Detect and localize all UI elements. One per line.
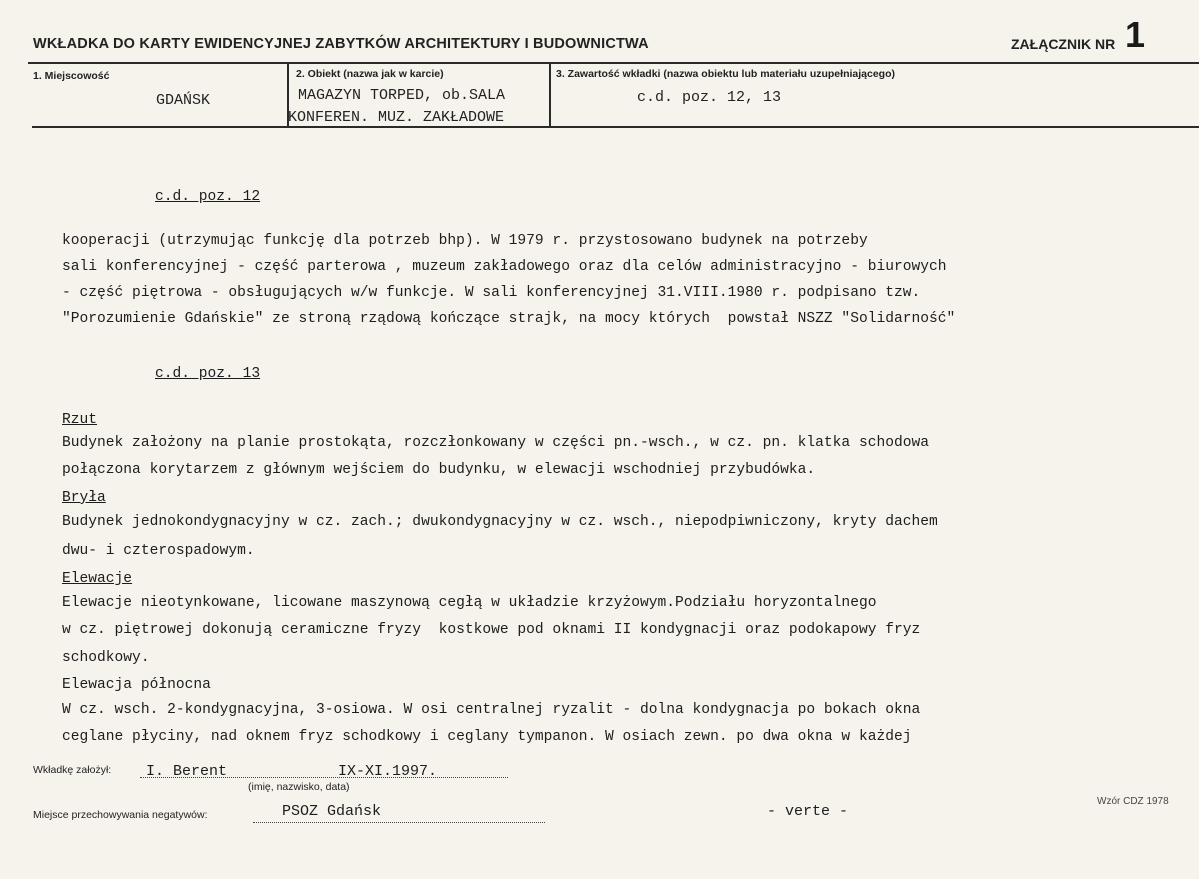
verte-note: - verte - — [767, 803, 849, 820]
section-12-heading: c.d. poz. 12 — [155, 189, 261, 205]
body-line: schodkowy. — [62, 650, 150, 666]
body-line: - część piętrowa - obsługujących w/w funkcje. W sali konferencyjnej 31.VIII.1980 r. podpisano tzw. — [62, 285, 921, 301]
author-hint: (imię, nazwisko, data) — [248, 781, 350, 793]
author-date: IX-XI.1997. — [338, 763, 438, 780]
elewacje-heading: Elewacje — [62, 571, 133, 587]
body-line: ceglane płyciny, nad oknem fryz schodkowy i ceglany tympanon. W osiach zewn. po dwa okna w każdej — [62, 729, 912, 745]
bryla-heading: Bryła — [62, 490, 106, 506]
locality-value: GDAŃSK — [156, 92, 211, 109]
body-line: "Porozumienie Gdańskie" ze stroną rządową kończące strajk, na mocy których powstał NSZZ "Solidarność" — [62, 311, 956, 327]
object-value-line1: MAGAZYN TORPED, ob.SALA — [298, 87, 506, 104]
document-title: WKŁADKA DO KARTY EWIDENCYJNEJ ZABYTKÓW ARCHITEKTURY I BUDOWNICTWA — [33, 36, 649, 52]
body-line: W cz. wsch. 2-kondygnacyjna, 3-osiowa. W osi centralnej ryzalit - dolna kondygnacja po bokach okna — [62, 702, 921, 718]
author-name: I. Berent — [146, 763, 228, 780]
content-value: c.d. poz. 12, 13 — [637, 89, 782, 106]
content-label: 3. Zawartość wkładki (nazwa obiektu lub materiału uzupełniającego) — [556, 68, 895, 80]
body-line: Budynek założony na planie prostokąta, rozczłonkowany w części pn.-wsch., w cz. pn. klatka schodowa — [62, 435, 930, 451]
locality-label: 1. Miejscowość — [33, 70, 110, 82]
author-dotted-line — [140, 777, 508, 778]
body-line: dwu- i czterospadowym. — [62, 543, 255, 559]
body-line: sali konferencyjnej - część parterowa , muzeum zakładowego oraz dla celów administracyjno - biurowych — [62, 259, 947, 275]
rzut-heading: Rzut — [62, 412, 98, 428]
section-13-heading: c.d. poz. 13 — [155, 366, 261, 382]
annex-number: 1 — [1125, 14, 1146, 55]
body-line: połączona korytarzem z głównym wejściem do budynku, w elewacji wschodniej przybudówka. — [62, 462, 816, 478]
object-value-line2: KONFEREN. MUZ. ZAKŁADOWE — [288, 109, 505, 126]
north-elevation-heading: Elewacja północna — [62, 677, 211, 693]
header-rule-bottom — [32, 126, 1199, 128]
author-label: Wkładkę założył: — [33, 764, 112, 776]
field-divider — [549, 64, 551, 126]
object-label: 2. Obiekt (nazwa jak w karcie) — [296, 68, 444, 80]
form-mark: Wzór CDZ 1978 — [1097, 796, 1169, 807]
body-line: kooperacji (utrzymując funkcję dla potrzeb bhp). W 1979 r. przystosowano budynek na potrzeby — [62, 233, 868, 249]
annex-label: ZAŁĄCZNIK NR — [1011, 36, 1116, 52]
body-line: w cz. piętrowej dokonują ceramiczne fryzy kostkowe pod oknami II kondygnacji oraz podokapowy fryz — [62, 622, 921, 638]
body-line: Budynek jednokondygnacyjny w cz. zach.; dwukondygnacyjny w cz. wsch., niepodpiwniczony, kryty dachem — [62, 514, 938, 530]
body-line: Elewacje nieotynkowane, licowane maszynową cegłą w układzie krzyżowym.Podziału horyzontalnego — [62, 595, 877, 611]
storage-value: PSOZ Gdańsk — [282, 803, 382, 820]
storage-label: Miejsce przechowywania negatywów: — [33, 809, 208, 821]
header-rule-top — [28, 62, 1199, 64]
storage-dotted-line — [253, 822, 545, 823]
